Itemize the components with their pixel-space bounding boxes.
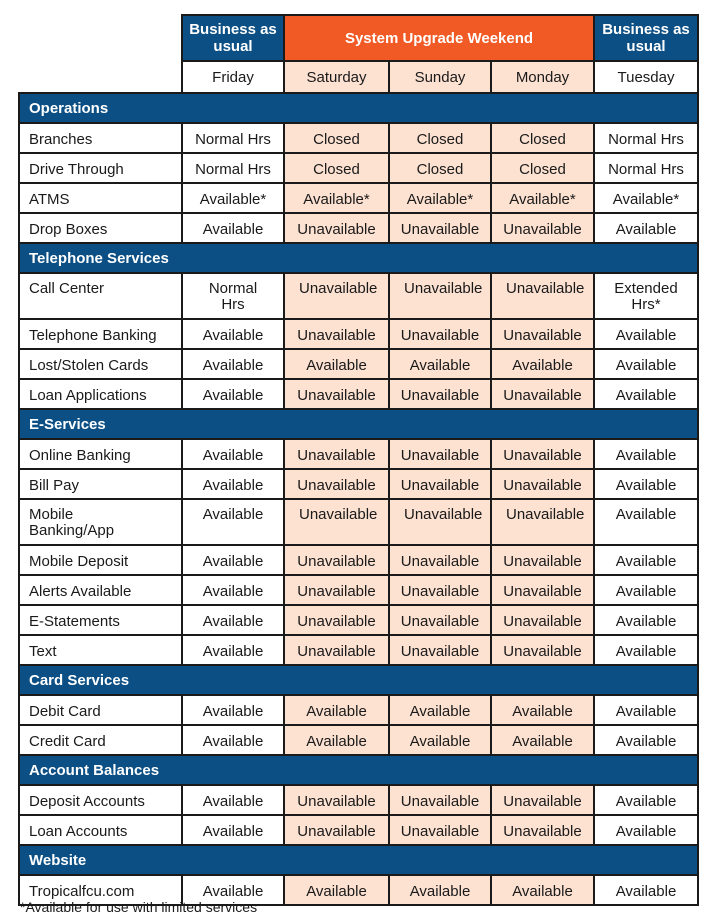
status-cell: Unavailable [284,499,389,545]
section-title: Telephone Services [19,243,698,273]
section-header-row [19,755,698,785]
status-cell: Unavailable [389,635,491,665]
section-header-row [19,845,698,875]
day-header-tuesday: Tuesday [594,61,698,93]
status-cell: Closed [284,153,389,183]
status-cell: Available [594,605,698,635]
table-row [19,575,698,605]
day-header-saturday: Saturday [284,61,389,93]
service-label: Text [19,635,182,665]
table-row [19,545,698,575]
status-cell: Unavailable [491,213,594,243]
section-header-row [19,243,698,273]
status-cell: Unavailable [389,213,491,243]
status-cell: Available [594,379,698,409]
footnote: *Available for use with limited services [20,899,258,915]
service-label: Telephone Banking [19,319,182,349]
status-cell: Available [491,725,594,755]
status-cell: Unavailable [491,469,594,499]
service-label: Drive Through [19,153,182,183]
status-cell: Unavailable [284,273,389,319]
service-label: Debit Card [19,695,182,725]
status-cell: Normal Hrs [182,123,284,153]
status-cell: Unavailable [389,273,491,319]
status-cell: Unavailable [491,815,594,845]
status-cell: Available [182,379,284,409]
header-blank [19,61,182,93]
status-cell: Unavailable [284,785,389,815]
status-cell: Available [284,875,389,905]
table-row [19,605,698,635]
service-label: Call Center [19,273,182,319]
status-cell: Unavailable [491,439,594,469]
status-cell: Available [594,319,698,349]
header-blank [19,15,182,61]
table-row [19,815,698,845]
status-cell: Unavailable [284,439,389,469]
status-cell: Available [182,213,284,243]
table-row [19,725,698,755]
status-cell: Available [182,319,284,349]
header-system-upgrade: System Upgrade Weekend [284,15,594,61]
status-cell: Closed [491,123,594,153]
status-cell: Unavailable [491,785,594,815]
status-cell: Unavailable [389,785,491,815]
status-cell: Available [182,605,284,635]
table-row [19,273,698,319]
day-header-friday: Friday [182,61,284,93]
status-cell: Available [594,213,698,243]
status-cell: Unavailable [491,319,594,349]
service-label: Lost/Stolen Cards [19,349,182,379]
status-cell: Available [182,575,284,605]
section-title: Operations [19,93,698,123]
status-cell: Unavailable [389,575,491,605]
header-row-groups [19,15,698,61]
status-cell: Normal Hrs [182,153,284,183]
status-cell: Unavailable [389,469,491,499]
status-cell: Unavailable [389,499,491,545]
status-cell: Available [594,349,698,379]
service-label: ATMS [19,183,182,213]
status-cell: Unavailable [389,815,491,845]
status-cell: Available [594,785,698,815]
status-cell: Unavailable [284,635,389,665]
day-header-sunday: Sunday [389,61,491,93]
status-cell: Unavailable [389,605,491,635]
status-cell: Unavailable [491,545,594,575]
status-cell: Closed [491,153,594,183]
status-cell: Available [284,349,389,379]
status-cell: Extended Hrs* [594,273,698,319]
status-cell: Normal Hrs [594,153,698,183]
service-label: Branches [19,123,182,153]
status-cell: Available [284,725,389,755]
status-cell: Available [491,349,594,379]
section-title: Website [19,845,698,875]
status-cell: Available [182,725,284,755]
status-cell: Unavailable [491,605,594,635]
status-cell: Unavailable [491,273,594,319]
status-cell: Available [182,815,284,845]
status-cell: Available [594,875,698,905]
service-label: E-Statements [19,605,182,635]
service-label: Mobile Banking/App [19,499,182,545]
table-row [19,319,698,349]
header-business-as-usual-left: Business as usual [182,15,284,61]
status-cell: Closed [389,123,491,153]
status-cell: Available [182,439,284,469]
status-cell: Unavailable [284,213,389,243]
status-cell: Available [389,875,491,905]
service-label: Tropicalfcu.com [19,875,182,905]
status-cell: Unavailable [389,545,491,575]
status-cell: Unavailable [389,379,491,409]
table-row [19,153,698,183]
schedule-table [18,14,699,906]
header-row-days [19,61,698,93]
status-cell: Available* [389,183,491,213]
status-cell: Closed [389,153,491,183]
status-cell: Available* [182,183,284,213]
status-cell: Available* [491,183,594,213]
service-label: Bill Pay [19,469,182,499]
status-cell: Available* [284,183,389,213]
status-cell: Unavailable [284,379,389,409]
table-row [19,123,698,153]
table-row [19,635,698,665]
status-cell: Available [182,349,284,379]
status-cell: Available [182,635,284,665]
status-cell: Available [594,815,698,845]
status-cell: Unavailable [284,319,389,349]
section-header-row [19,409,698,439]
section-header-row [19,93,698,123]
status-cell: Unavailable [284,469,389,499]
service-label: Credit Card [19,725,182,755]
status-cell: Closed [284,123,389,153]
table-row [19,695,698,725]
section-header-row [19,665,698,695]
service-label: Drop Boxes [19,213,182,243]
section-title: E-Services [19,409,698,439]
table-row [19,183,698,213]
status-cell: Available* [594,183,698,213]
status-cell: Available [182,499,284,545]
status-cell: Available [182,695,284,725]
status-cell: Available [284,695,389,725]
status-cell: Available [594,469,698,499]
service-label: Mobile Deposit [19,545,182,575]
status-cell: Available [182,469,284,499]
table-row [19,439,698,469]
status-cell: Unavailable [389,439,491,469]
table-row [19,499,698,545]
status-cell: Unavailable [284,605,389,635]
status-cell: Available [491,875,594,905]
status-cell: Available [594,575,698,605]
status-cell: Unavailable [389,319,491,349]
section-title: Card Services [19,665,698,695]
section-title: Account Balances [19,755,698,785]
status-cell: Available [389,695,491,725]
status-cell: Available [389,349,491,379]
status-cell: Available [594,545,698,575]
status-cell: Unavailable [284,545,389,575]
status-cell: Available [182,785,284,815]
status-cell: Available [182,545,284,575]
status-cell: Normal Hrs [182,273,284,319]
status-cell: Unavailable [491,379,594,409]
service-label: Deposit Accounts [19,785,182,815]
status-cell: Available [594,725,698,755]
status-cell: Available [389,725,491,755]
table-row [19,785,698,815]
table-row [19,469,698,499]
status-cell: Available [491,695,594,725]
table-row [19,349,698,379]
status-cell: Available [594,499,698,545]
status-cell: Unavailable [284,815,389,845]
status-cell: Normal Hrs [594,123,698,153]
status-cell: Unavailable [284,575,389,605]
service-label: Loan Accounts [19,815,182,845]
service-label: Loan Applications [19,379,182,409]
status-cell: Unavailable [491,575,594,605]
status-cell: Available [594,439,698,469]
status-cell: Unavailable [491,499,594,545]
service-label: Alerts Available [19,575,182,605]
status-cell: Unavailable [491,635,594,665]
service-label: Online Banking [19,439,182,469]
status-cell: Available [182,875,284,905]
status-cell: Available [594,635,698,665]
table-row [19,213,698,243]
table-row [19,379,698,409]
day-header-monday: Monday [491,61,594,93]
status-cell: Available [594,695,698,725]
header-business-as-usual-right: Business as usual [594,15,698,61]
